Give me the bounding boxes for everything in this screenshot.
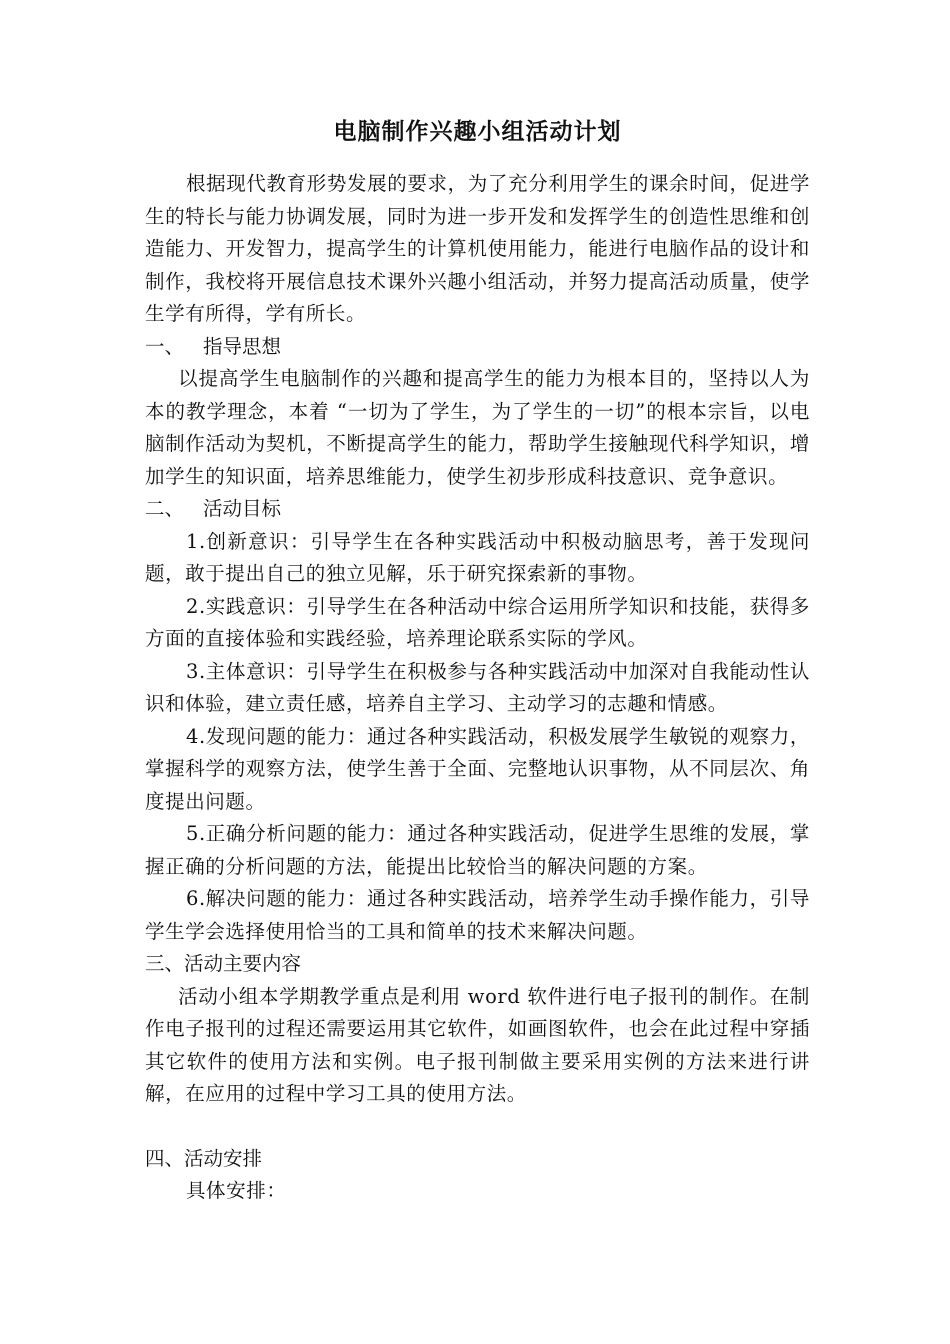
blank-line <box>145 1111 810 1143</box>
section-number: 一、 <box>145 334 185 358</box>
section-3-paragraph: 活动小组本学期教学重点是利用 word 软件进行电子报刊的制作。在制作电子报刊的过程还需要运用其它软件，如画图软件，也会在此过程中穿插其它软件的使用方法和实例。电子报刊制做主要采用实例的方法来进行讲解，在应用的过程中学习工具的使用方法。 <box>145 984 810 1105</box>
goal-item: 5.正确分析问题的能力：通过各种实践活动，促进学生思维的发展，掌握正确的分析问题的方法，能提出比较恰当的解决问题的方案。 <box>145 822 810 878</box>
goal-item: 6.解决问题的能力：通过各种实践活动，培养学生动手操作能力，引导学生学会选择使用恰当的工具和简单的技术来解决问题。 <box>145 887 810 943</box>
document-title: 电脑制作兴趣小组活动计划 <box>333 118 622 145</box>
goal-item: 2.实践意识：引导学生在各种活动中综合运用所学知识和技能，获得多方面的直接体验和实践经验，培养理论联系实际的学风。 <box>145 594 810 650</box>
section-heading-2 <box>145 493 810 526</box>
section-number: 二、 <box>145 497 185 520</box>
section-4-paragraph: 具体安排： <box>185 1179 287 1202</box>
section-1-paragraph: 以提高学生电脑制作的兴趣和提高学生的能力为根本目的，坚持以人为本的教学理念，本着 “一切为了学生，为了学生的一切”的根本宗旨，以电脑制作活动为契机，不断提高学生的能力，帮助学生接触现代科学知识，增加学生的知识面，培养思维能力，使学生初步形成科技意识、竞争意识。 <box>145 367 810 488</box>
section-heading-1 <box>145 331 810 364</box>
goal-item: 1.创新意识：引导学生在各种实践活动中积极动脑思考，善于发现问题，敢于提出自己的独立见解，乐于研究探索新的事物。 <box>145 529 810 585</box>
section-title: 指导思想 <box>203 334 282 358</box>
document-page <box>145 114 810 1208</box>
section-heading-4: 四、活动安排 <box>145 1146 263 1170</box>
goal-item: 4.发现问题的能力：通过各种实践活动，积极发展学生敏锐的观察力，掌握科学的观察方法，使学生善于全面、完整地认识事物，从不同层次、角度提出问题。 <box>145 724 810 813</box>
goal-item: 3.主体意识：引导学生在积极参与各种实践活动中加深对自我能动性认识和体验，建立责任感，培养自主学习、主动学习的志趣和情感。 <box>145 659 810 715</box>
section-heading-3: 三、活动主要内容 <box>145 952 302 975</box>
intro-paragraph: 根据现代教育形势发展的要求，为了充分利用学生的课余时间，促进学生的特长与能力协调发展，同时为进一步开发和发挥学生的创造性思维和创造能力、开发智力，提高学生的计算机使用能力，能进行电脑作品的设计和制作，我校将开展信息技术课外兴趣小组活动，并努力提高活动质量，使学生学有所得，学有所长。 <box>145 172 810 325</box>
section-title: 活动目标 <box>203 497 282 520</box>
